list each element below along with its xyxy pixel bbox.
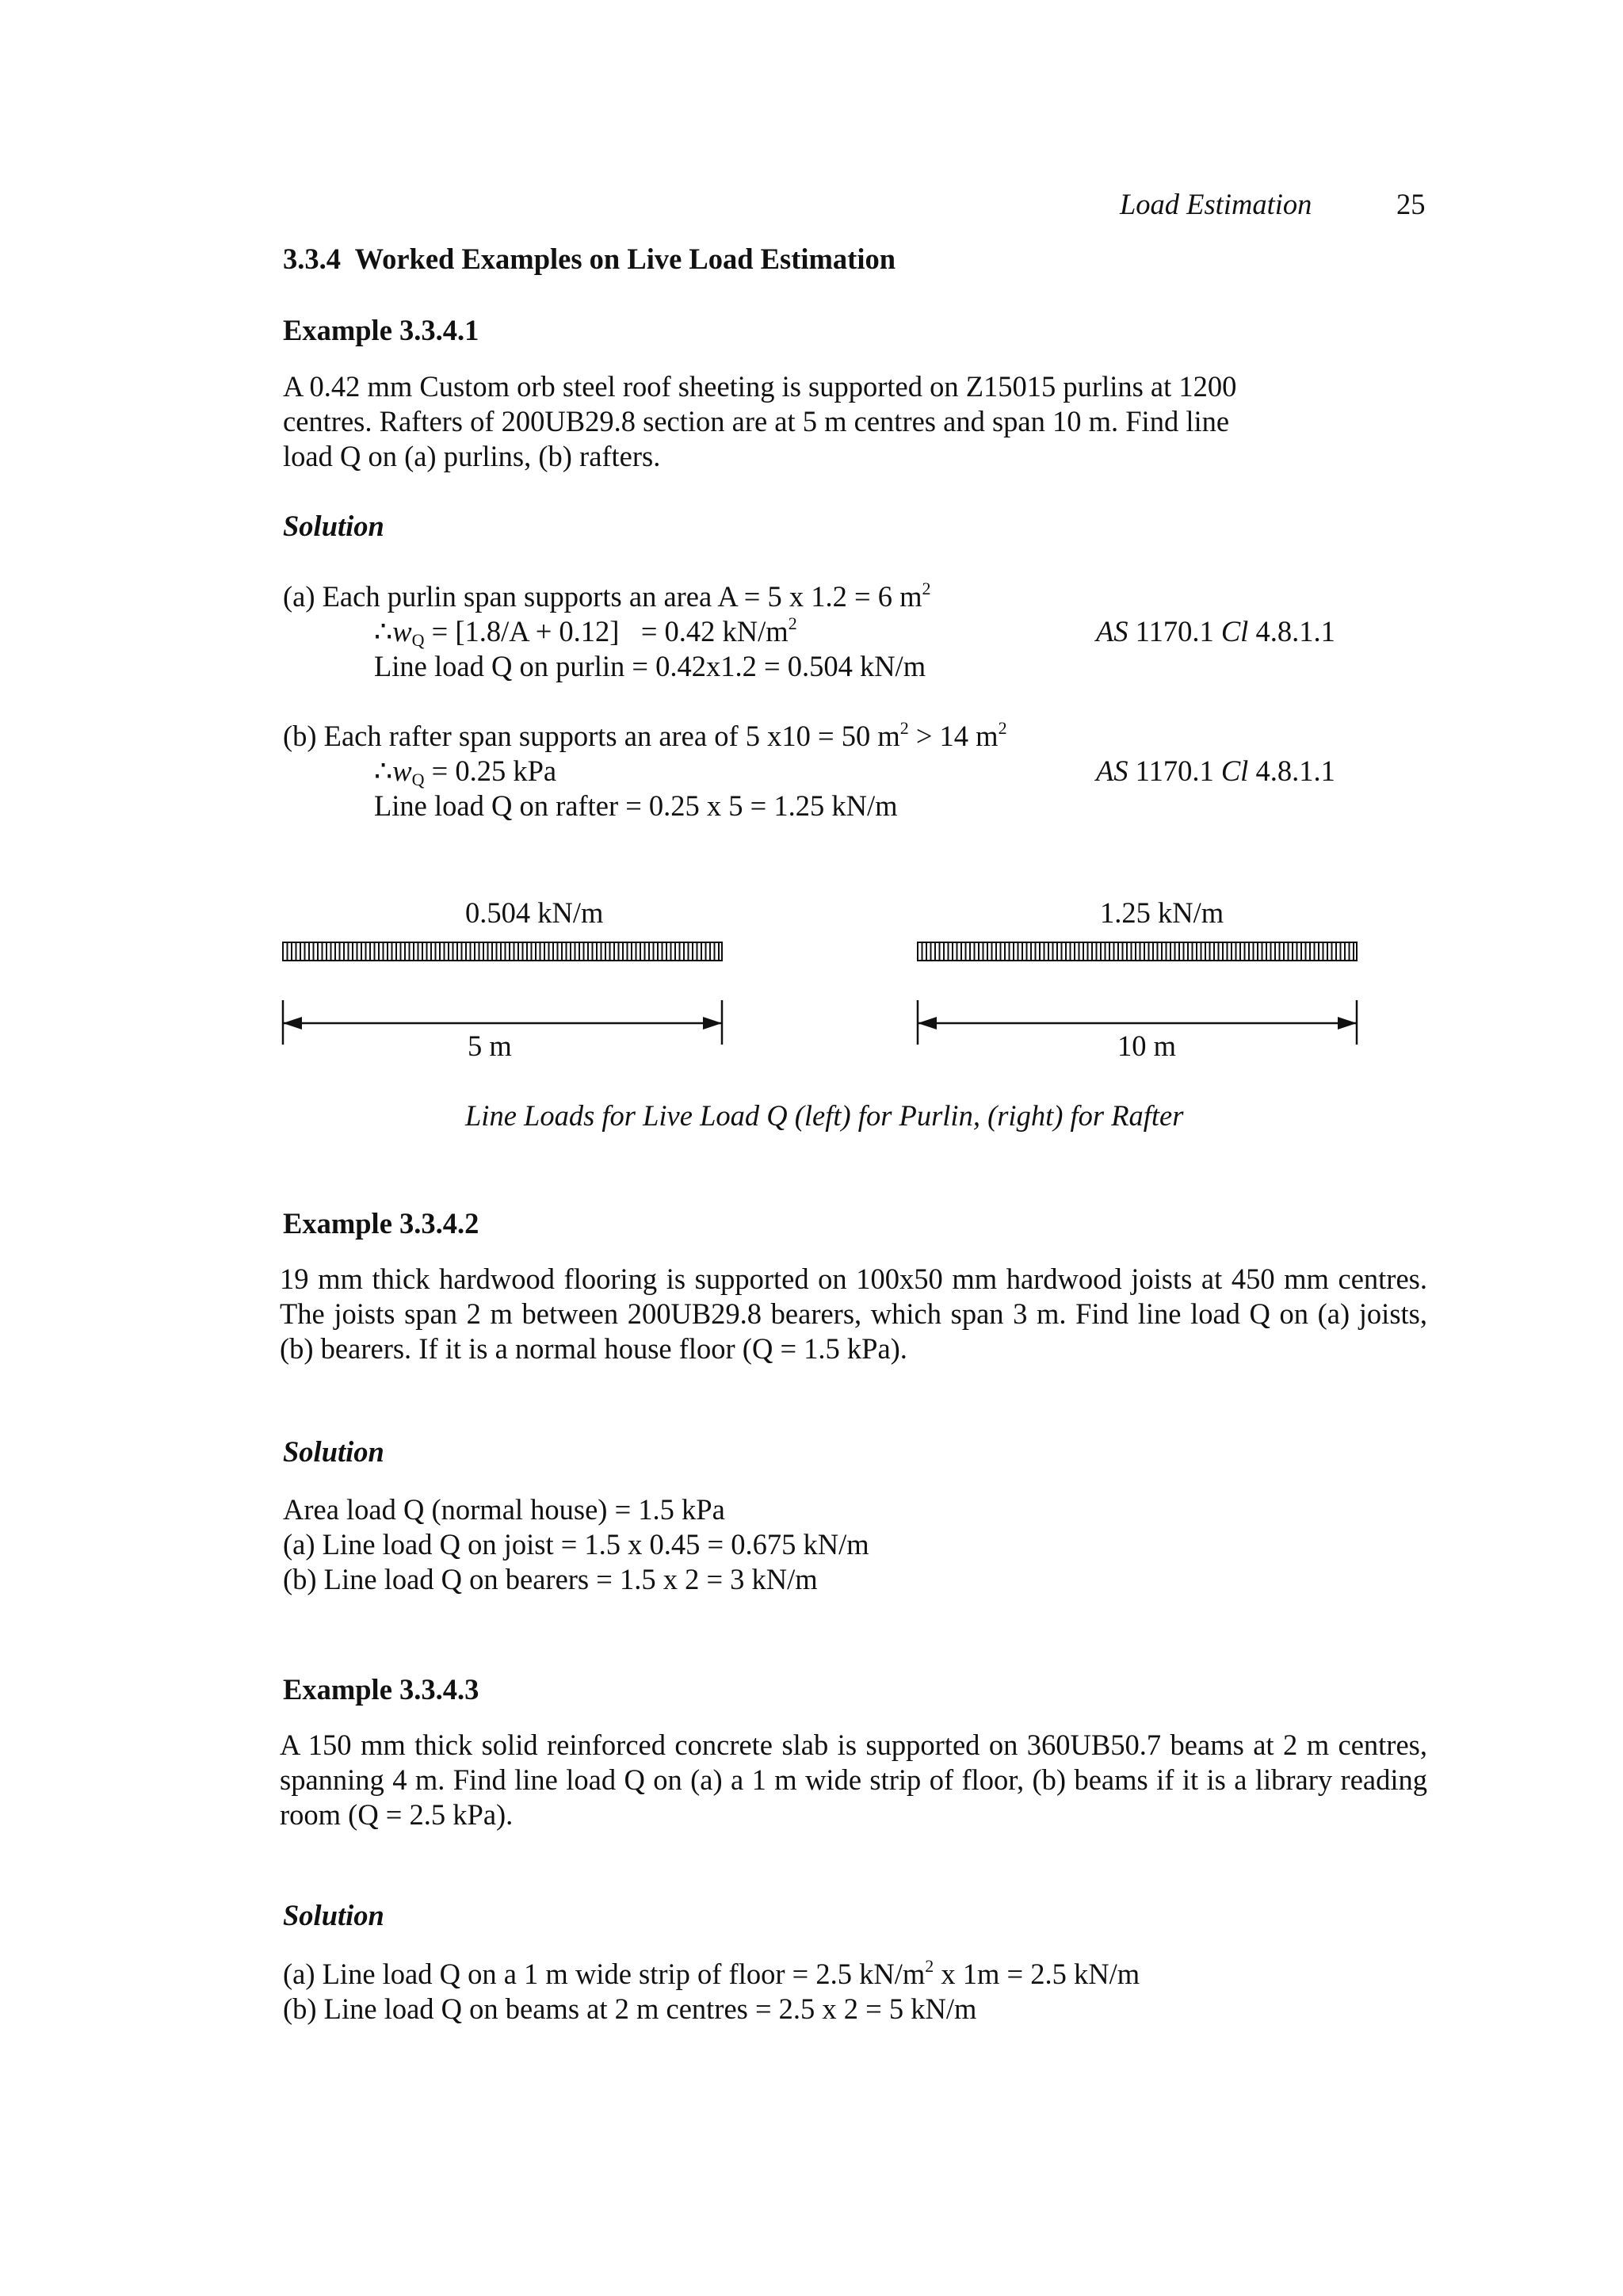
example-1-solution-label: Solution [283,510,384,542]
ex3-line1-part-b: x 1m = 2.5 kN/m [934,1958,1140,1990]
ex3-line1-part-a: (a) Line load Q on a 1 m wide strip of floor = 2.5 kN/m [283,1958,926,1990]
example-2-solution-label: Solution [283,1435,384,1468]
example-1-part-b-line-3: Line load Q on rafter = 0.25 x 5 = 1.25 kN/m [374,789,898,822]
example-1-title: Example 3.3.4.1 [283,314,479,346]
example-1-problem-line-1: A 0.42 mm Custom orb steel roof sheeting is supported on Z15015 purlins at 1200 [283,370,1237,403]
ref-clause: 4.8.1.1 [1248,755,1335,787]
caption-part-2: ) for Purlin, ( [841,1099,998,1132]
w-subscript: Q [411,630,425,650]
running-header-title: Load Estimation [1120,188,1312,220]
part-a-area-exponent: 2 [922,579,931,598]
example-3-problem: A 150 mm thick solid reinforced concrete slab is supported on 360UB50.7 beams at 2 m centres, spanning 4 m. Find line load Q on (a) a 1 m wide strip of floor, (b) beams if it is a library reading room (Q = 2.5 kPa). [280,1729,1427,1831]
ref-number: 1170.1 [1128,615,1221,648]
example-2-solution-line-3: (b) Line load Q on bearers = 1.5 x 2 = 3 kN/m [283,1563,818,1595]
caption-left: left [804,1099,842,1132]
ref-number: 1170.1 [1128,755,1221,787]
caption-part-1: Line Loads for Live Load Q ( [465,1099,804,1132]
therefore-symbol: ∴ [374,755,393,787]
ex3-line1-exponent: 2 [925,1956,934,1976]
caption-part-3: ) for Rafter [1053,1099,1184,1132]
example-1-problem-line-2: centres. Rafters of 200UB29.8 section are at 5 m centres and span 10 m. Find line [283,405,1230,437]
ref-cl: Cl [1220,615,1249,648]
part-b-area-compare: > 14 m [908,720,999,752]
part-b-area-text: (b) Each rafter span supports an area of 5 x10 = 50 m [283,720,900,752]
example-1-part-a-line-3: Line load Q on purlin = 0.42x1.2 = 0.504 kN/m [374,650,926,682]
example-2-solution-line-2: (a) Line load Q on joist = 1.5 x 0.45 = 0.675 kN/m [283,1528,869,1561]
purlin-span-arrow-right [703,1017,722,1030]
example-3-solution-line-1 [283,1957,1140,1991]
ref-clause: 4.8.1.1 [1248,615,1335,648]
purlin-load-hatching [288,943,720,960]
example-3-solution-line-2: (b) Line load Q on beams at 2 m centres = 2.5 x 2 = 5 kN/m [283,1992,977,2025]
part-a-formula-exponent: 2 [788,613,797,633]
example-3-title: Example 3.3.4.3 [283,1673,479,1706]
example-2-title: Example 3.3.4.2 [283,1207,479,1240]
example-2-problem: 19 mm thick hardwood flooring is supported on 100x50 mm hardwood joists at 450 mm centres. The joists span 2 m between 200UB29.8 bearers, which span 3 m. Find line load Q on (a) joists, (b) bearers. If it is a normal house floor (Q = 1.5 kPa). [280,1263,1427,1365]
ref-as: AS [1096,615,1128,648]
w-subscript: Q [411,770,425,789]
section-heading: 3.3.4 Worked Examples on Live Load Estimation [283,243,896,275]
therefore-symbol: ∴ [374,615,393,648]
ref-as: AS [1096,755,1128,787]
purlin-span-arrow-left [283,1017,302,1030]
example-1-problem-line-3: load Q on (a) purlins, (b) rafters. [283,440,661,472]
part-a-area-text: (a) Each purlin span supports an area A = 5 x 1.2 = 6 m [283,580,922,613]
part-b-formula: = 0.25 kPa [424,755,557,787]
example-2-solution-line-1: Area load Q (normal house) = 1.5 kPa [283,1493,725,1526]
w-symbol: w [392,755,412,787]
rafter-span-label: 10 m [1117,1030,1177,1062]
rafter-load-label: 1.25 kN/m [1100,896,1224,929]
ref-cl: Cl [1220,755,1249,787]
caption-right: right [997,1099,1054,1132]
rafter-span-arrow-left [918,1017,937,1030]
purlin-load-strip [283,942,722,961]
rafter-load-strip [918,942,1357,961]
part-b-compare-exponent: 2 [998,718,1007,738]
purlin-load-label: 0.504 kN/m [465,896,604,929]
example-3-solution-label: Solution [283,1899,384,1931]
part-a-formula: = [1.8/A + 0.12] = 0.42 kN/m [424,615,789,648]
rafter-load-hatching [922,943,1354,960]
w-symbol: w [392,615,412,648]
purlin-span-label: 5 m [468,1030,512,1062]
page-number: 25 [1396,188,1426,220]
rafter-span-arrow-right [1338,1017,1357,1030]
figure-caption [465,1098,1183,1133]
part-b-area-exponent: 2 [899,718,909,738]
